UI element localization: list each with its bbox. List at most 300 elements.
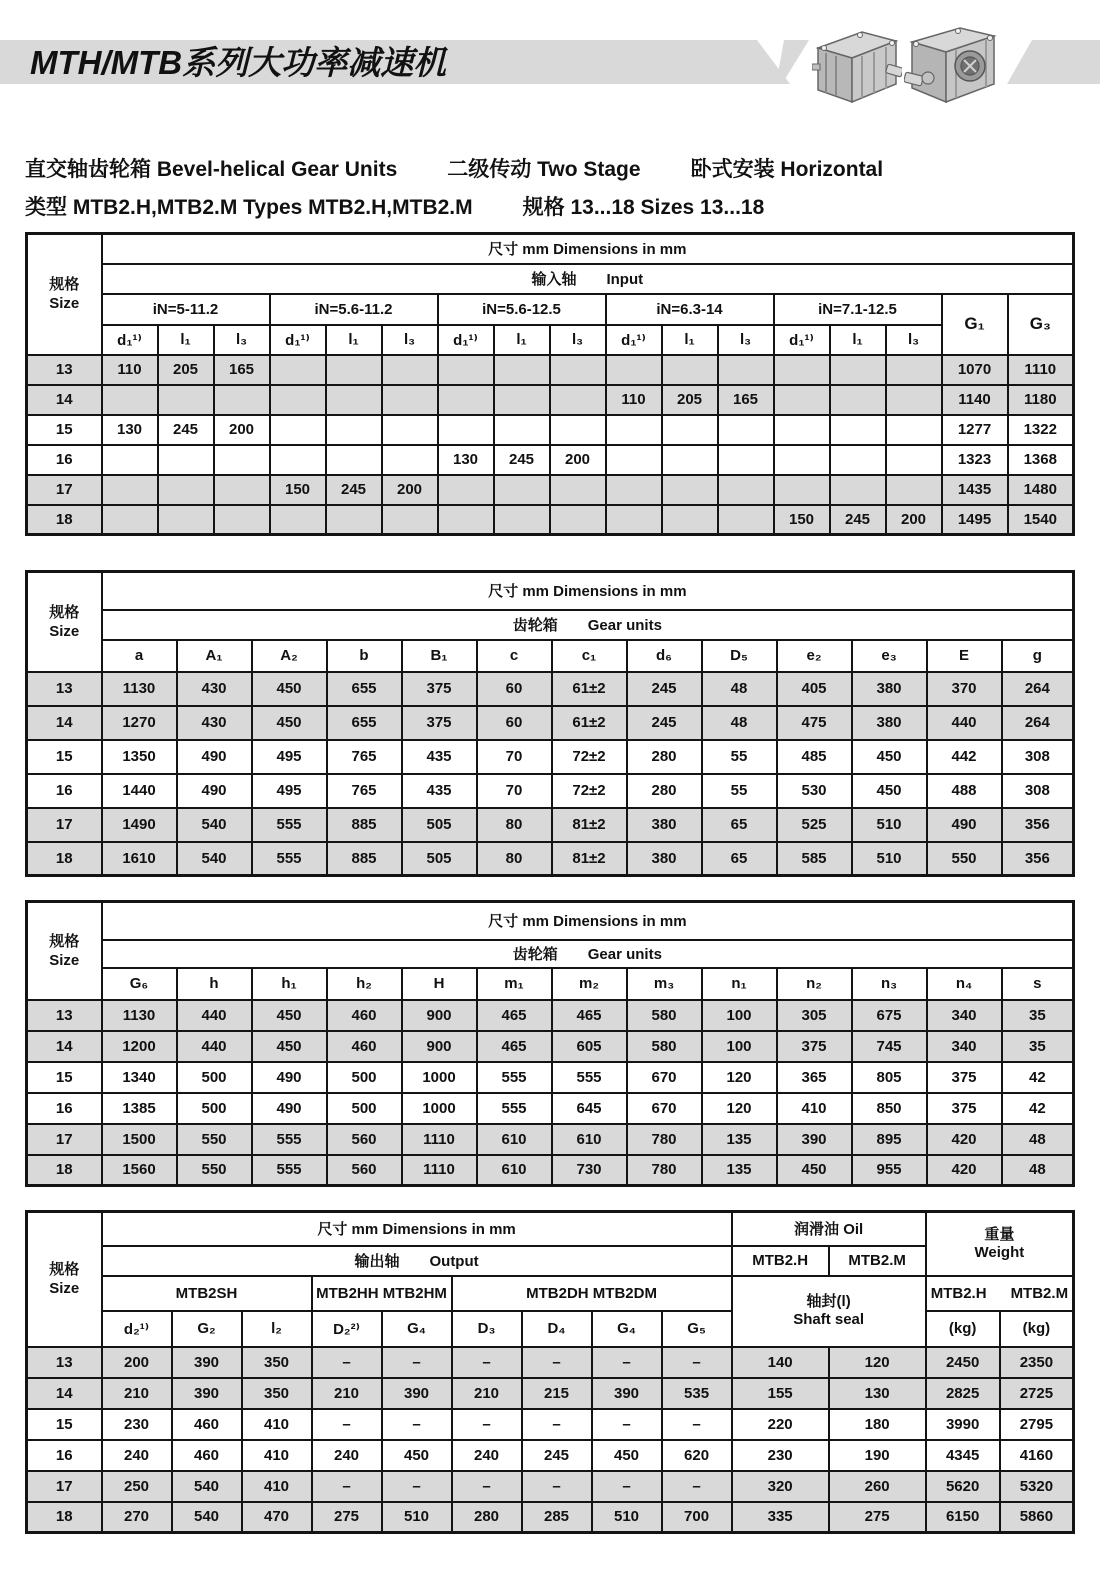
value-cell: 135 bbox=[702, 1155, 777, 1186]
value-cell: 450 bbox=[252, 1000, 327, 1031]
value-cell: – bbox=[382, 1409, 452, 1440]
input-section-header: 输入轴 Input bbox=[102, 264, 1074, 294]
value-cell: 460 bbox=[327, 1031, 402, 1062]
value-cell bbox=[830, 475, 886, 505]
value-cell: 61±2 bbox=[552, 672, 627, 706]
value-cell: – bbox=[312, 1409, 382, 1440]
value-cell: 525 bbox=[777, 808, 852, 842]
value-cell: 470 bbox=[242, 1502, 312, 1533]
value-cell bbox=[382, 355, 438, 385]
value-cell: 81±2 bbox=[552, 842, 627, 876]
value-cell: 555 bbox=[552, 1062, 627, 1093]
value-cell bbox=[718, 415, 774, 445]
value-cell: 375 bbox=[927, 1093, 1002, 1124]
value-cell: 440 bbox=[927, 706, 1002, 740]
value-cell: – bbox=[662, 1471, 732, 1502]
value-cell: 375 bbox=[402, 672, 477, 706]
value-cell: – bbox=[522, 1347, 592, 1378]
value-cell bbox=[102, 445, 158, 475]
value-cell: 200 bbox=[382, 475, 438, 505]
value-cell: 335 bbox=[732, 1502, 829, 1533]
value-cell: 220 bbox=[732, 1409, 829, 1440]
subtitle-segment: 二级传动 Two Stage bbox=[447, 158, 641, 181]
value-cell bbox=[382, 445, 438, 475]
value-cell: 365 bbox=[777, 1062, 852, 1093]
table-row bbox=[27, 740, 1074, 774]
value-cell: 1495 bbox=[942, 505, 1008, 535]
value-cell bbox=[214, 445, 270, 475]
col-header: l₁ bbox=[494, 325, 550, 355]
col-header: l₃ bbox=[214, 325, 270, 355]
kg-header: (kg) bbox=[926, 1311, 1000, 1347]
col-header: c₁ bbox=[552, 640, 627, 672]
value-cell: 465 bbox=[477, 1000, 552, 1031]
value-cell bbox=[270, 415, 326, 445]
value-cell: 805 bbox=[852, 1062, 927, 1093]
table-row bbox=[27, 1124, 1074, 1155]
value-cell: 620 bbox=[662, 1440, 732, 1471]
value-cell: 4345 bbox=[926, 1440, 1000, 1471]
row-size-cell: 16 bbox=[27, 1440, 102, 1471]
value-cell: 1560 bbox=[102, 1155, 177, 1186]
value-cell bbox=[606, 505, 662, 535]
value-cell: 555 bbox=[252, 1155, 327, 1186]
value-cell: 2825 bbox=[926, 1378, 1000, 1409]
value-cell: 150 bbox=[270, 475, 326, 505]
value-cell: 65 bbox=[702, 808, 777, 842]
weight-models-header: MTB2.H MTB2.M bbox=[926, 1276, 1074, 1311]
value-cell: 60 bbox=[477, 672, 552, 706]
weight-header: 重量 Weight bbox=[926, 1212, 1074, 1276]
col-header: l₁ bbox=[662, 325, 718, 355]
size-column-header: 规格 Size bbox=[27, 234, 102, 355]
table-row bbox=[27, 672, 1074, 706]
value-cell: 61±2 bbox=[552, 706, 627, 740]
value-cell bbox=[774, 355, 830, 385]
value-cell: 1440 bbox=[102, 774, 177, 808]
value-cell: 765 bbox=[327, 774, 402, 808]
row-size-cell: 17 bbox=[27, 475, 102, 505]
value-cell: 140 bbox=[732, 1347, 829, 1378]
value-cell: 410 bbox=[242, 1471, 312, 1502]
value-cell bbox=[774, 415, 830, 445]
value-cell: 780 bbox=[627, 1155, 702, 1186]
value-cell: – bbox=[592, 1409, 662, 1440]
value-cell: – bbox=[662, 1409, 732, 1440]
value-cell bbox=[326, 355, 382, 385]
row-size-cell: 13 bbox=[27, 1000, 102, 1031]
value-cell bbox=[606, 475, 662, 505]
subtitle-segment: 类型 MTB2.H,MTB2.M Types MTB2.H,MTB2.M bbox=[25, 196, 473, 219]
value-cell: 430 bbox=[177, 672, 252, 706]
col-header: m₃ bbox=[627, 968, 702, 1000]
value-cell: 275 bbox=[829, 1502, 926, 1533]
value-cell: 375 bbox=[402, 706, 477, 740]
value-cell: – bbox=[522, 1409, 592, 1440]
value-cell: 500 bbox=[177, 1062, 252, 1093]
value-cell: 280 bbox=[627, 774, 702, 808]
value-cell: 500 bbox=[327, 1062, 402, 1093]
page-title: MTH/MTB系列大功率减速机 bbox=[30, 44, 447, 81]
value-cell bbox=[494, 415, 550, 445]
shaft-seal-header: 轴封(l) Shaft seal bbox=[732, 1276, 926, 1347]
subtitle-line-2 bbox=[25, 189, 883, 227]
value-cell: 420 bbox=[927, 1124, 1002, 1155]
value-cell: 380 bbox=[852, 706, 927, 740]
value-cell bbox=[382, 505, 438, 535]
value-cell: 1340 bbox=[102, 1062, 177, 1093]
value-cell: 485 bbox=[777, 740, 852, 774]
value-cell: 165 bbox=[718, 385, 774, 415]
value-cell: 120 bbox=[702, 1062, 777, 1093]
type-group-header: MTB2DH MTB2DM bbox=[452, 1276, 732, 1311]
value-cell: 510 bbox=[852, 808, 927, 842]
gearbox-photo-2 bbox=[904, 16, 1000, 115]
value-cell bbox=[830, 385, 886, 415]
value-cell: 1350 bbox=[102, 740, 177, 774]
value-cell: 320 bbox=[732, 1471, 829, 1502]
col-header: G₄ bbox=[382, 1311, 452, 1347]
value-cell: 1180 bbox=[1008, 385, 1074, 415]
col-header: D₄ bbox=[522, 1311, 592, 1347]
value-cell bbox=[606, 355, 662, 385]
col-header: l₁ bbox=[158, 325, 214, 355]
value-cell bbox=[494, 505, 550, 535]
value-cell: 155 bbox=[732, 1378, 829, 1409]
value-cell: 510 bbox=[382, 1502, 452, 1533]
value-cell: 540 bbox=[172, 1502, 242, 1533]
value-cell bbox=[326, 415, 382, 445]
value-cell: 370 bbox=[927, 672, 1002, 706]
value-cell: 210 bbox=[312, 1378, 382, 1409]
value-cell bbox=[158, 475, 214, 505]
value-cell: 340 bbox=[927, 1000, 1002, 1031]
value-cell: 540 bbox=[177, 808, 252, 842]
value-cell bbox=[662, 355, 718, 385]
value-cell bbox=[550, 385, 606, 415]
value-cell bbox=[662, 445, 718, 475]
value-cell: 530 bbox=[777, 774, 852, 808]
value-cell: 1000 bbox=[402, 1062, 477, 1093]
col-header: n₃ bbox=[852, 968, 927, 1000]
value-cell bbox=[662, 415, 718, 445]
table-row bbox=[27, 355, 1074, 385]
value-cell: 2450 bbox=[926, 1347, 1000, 1378]
table-row bbox=[27, 842, 1074, 876]
value-cell: 450 bbox=[852, 774, 927, 808]
value-cell: 120 bbox=[702, 1093, 777, 1124]
output-section-header: 输出轴 Output bbox=[102, 1246, 732, 1276]
value-cell: 200 bbox=[886, 505, 942, 535]
value-cell: 610 bbox=[552, 1124, 627, 1155]
table-row bbox=[27, 1378, 1074, 1409]
col-header: h₂ bbox=[327, 968, 402, 1000]
value-cell: 120 bbox=[829, 1347, 926, 1378]
col-header: E bbox=[927, 640, 1002, 672]
row-size-cell: 13 bbox=[27, 672, 102, 706]
col-header: d₁¹⁾ bbox=[606, 325, 662, 355]
value-cell: 580 bbox=[627, 1031, 702, 1062]
value-cell bbox=[550, 415, 606, 445]
oil-col-header: MTB2.H bbox=[732, 1246, 829, 1276]
value-cell bbox=[438, 505, 494, 535]
value-cell bbox=[662, 475, 718, 505]
value-cell: 1435 bbox=[942, 475, 1008, 505]
value-cell: 490 bbox=[252, 1093, 327, 1124]
value-cell: 390 bbox=[172, 1347, 242, 1378]
value-cell bbox=[326, 385, 382, 415]
value-cell: 200 bbox=[102, 1347, 172, 1378]
row-size-cell: 18 bbox=[27, 1502, 102, 1533]
table-row bbox=[27, 774, 1074, 808]
value-cell bbox=[438, 415, 494, 445]
value-cell bbox=[438, 355, 494, 385]
col-header: h₁ bbox=[252, 968, 327, 1000]
col-header: D₅ bbox=[702, 640, 777, 672]
value-cell bbox=[158, 505, 214, 535]
col-header: G₆ bbox=[102, 968, 177, 1000]
value-cell: 420 bbox=[927, 1155, 1002, 1186]
col-header: g bbox=[1002, 640, 1074, 672]
value-cell: 1140 bbox=[942, 385, 1008, 415]
value-cell: 500 bbox=[327, 1093, 402, 1124]
value-cell bbox=[326, 445, 382, 475]
value-cell bbox=[270, 355, 326, 385]
value-cell bbox=[494, 385, 550, 415]
gearbox-photo-1 bbox=[812, 20, 902, 115]
value-cell: 1323 bbox=[942, 445, 1008, 475]
value-cell bbox=[270, 385, 326, 415]
value-cell: 460 bbox=[172, 1409, 242, 1440]
col-header-g3: G₃ bbox=[1008, 294, 1074, 355]
col-header: c bbox=[477, 640, 552, 672]
table2-body bbox=[27, 672, 1074, 876]
value-cell: 440 bbox=[177, 1000, 252, 1031]
value-cell bbox=[102, 385, 158, 415]
value-cell: 35 bbox=[1002, 1000, 1074, 1031]
value-cell: 285 bbox=[522, 1502, 592, 1533]
col-header: a bbox=[102, 640, 177, 672]
value-cell: – bbox=[312, 1471, 382, 1502]
value-cell bbox=[494, 475, 550, 505]
col-header: G₅ bbox=[662, 1311, 732, 1347]
type-group-header: MTB2SH bbox=[102, 1276, 312, 1311]
value-cell: 410 bbox=[242, 1409, 312, 1440]
dims-header: 尺寸 mm Dimensions in mm bbox=[102, 1212, 732, 1246]
value-cell: 308 bbox=[1002, 740, 1074, 774]
value-cell: 1200 bbox=[102, 1031, 177, 1062]
value-cell: – bbox=[522, 1471, 592, 1502]
dims-header: 尺寸 mm Dimensions in mm bbox=[102, 572, 1074, 610]
value-cell: 450 bbox=[252, 706, 327, 740]
value-cell: 245 bbox=[627, 672, 702, 706]
value-cell: 450 bbox=[777, 1155, 852, 1186]
value-cell: 130 bbox=[102, 415, 158, 445]
value-cell: – bbox=[312, 1347, 382, 1378]
table-row bbox=[27, 475, 1074, 505]
value-cell bbox=[382, 415, 438, 445]
value-cell: 435 bbox=[402, 774, 477, 808]
value-cell: 495 bbox=[252, 740, 327, 774]
value-cell: 305 bbox=[777, 1000, 852, 1031]
table-row bbox=[27, 1471, 1074, 1502]
oil-header: 润滑油 Oil bbox=[732, 1212, 926, 1246]
ratio-group-header: iN=5.6-12.5 bbox=[438, 294, 606, 325]
value-cell: 465 bbox=[477, 1031, 552, 1062]
value-cell: 240 bbox=[102, 1440, 172, 1471]
value-cell: 48 bbox=[1002, 1124, 1074, 1155]
value-cell: 450 bbox=[252, 672, 327, 706]
row-size-cell: 15 bbox=[27, 415, 102, 445]
value-cell: 245 bbox=[627, 706, 702, 740]
table3-body bbox=[27, 1000, 1074, 1186]
output-shaft-oil-weight-table bbox=[25, 1210, 1075, 1534]
value-cell: 955 bbox=[852, 1155, 927, 1186]
table4-body bbox=[27, 1347, 1074, 1533]
value-cell: 135 bbox=[702, 1124, 777, 1155]
row-size-cell: 15 bbox=[27, 740, 102, 774]
value-cell: 1490 bbox=[102, 808, 177, 842]
value-cell bbox=[830, 445, 886, 475]
value-cell bbox=[550, 475, 606, 505]
col-header-g1: G₁ bbox=[942, 294, 1008, 355]
value-cell bbox=[382, 385, 438, 415]
value-cell: 130 bbox=[829, 1378, 926, 1409]
value-cell bbox=[886, 385, 942, 415]
value-cell: 65 bbox=[702, 842, 777, 876]
value-cell: 72±2 bbox=[552, 740, 627, 774]
value-cell: 6150 bbox=[926, 1502, 1000, 1533]
gear-unit-dimensions-table-2 bbox=[25, 900, 1075, 1187]
row-size-cell: 17 bbox=[27, 1124, 102, 1155]
value-cell: 80 bbox=[477, 842, 552, 876]
col-header: G₂ bbox=[172, 1311, 242, 1347]
col-header: l₃ bbox=[886, 325, 942, 355]
value-cell: 475 bbox=[777, 706, 852, 740]
row-size-cell: 14 bbox=[27, 1031, 102, 1062]
value-cell: 72±2 bbox=[552, 774, 627, 808]
value-cell: 3990 bbox=[926, 1409, 1000, 1440]
table-row bbox=[27, 1000, 1074, 1031]
value-cell: 260 bbox=[829, 1471, 926, 1502]
value-cell: 1130 bbox=[102, 1000, 177, 1031]
value-cell: 240 bbox=[452, 1440, 522, 1471]
col-header: H bbox=[402, 968, 477, 1000]
value-cell: 245 bbox=[326, 475, 382, 505]
subtitle-segment: 规格 13...18 Sizes 13...18 bbox=[522, 196, 765, 219]
value-cell: 205 bbox=[158, 355, 214, 385]
col-header: l₂ bbox=[242, 1311, 312, 1347]
value-cell: 780 bbox=[627, 1124, 702, 1155]
value-cell: 488 bbox=[927, 774, 1002, 808]
value-cell bbox=[718, 505, 774, 535]
value-cell bbox=[886, 355, 942, 385]
value-cell: 1110 bbox=[402, 1124, 477, 1155]
subtitle-line-1 bbox=[25, 151, 883, 189]
size-column-header: 规格 Size bbox=[27, 902, 102, 1000]
value-cell: 442 bbox=[927, 740, 1002, 774]
dims-header: 尺寸 mm Dimensions in mm bbox=[102, 902, 1074, 940]
value-cell: 2350 bbox=[1000, 1347, 1074, 1378]
value-cell: 560 bbox=[327, 1155, 402, 1186]
value-cell: 1270 bbox=[102, 706, 177, 740]
value-cell: 42 bbox=[1002, 1093, 1074, 1124]
value-cell: 555 bbox=[252, 808, 327, 842]
value-cell: 550 bbox=[177, 1124, 252, 1155]
value-cell: 895 bbox=[852, 1124, 927, 1155]
value-cell: 110 bbox=[102, 355, 158, 385]
value-cell: 435 bbox=[402, 740, 477, 774]
value-cell: 460 bbox=[172, 1440, 242, 1471]
value-cell: 350 bbox=[242, 1347, 312, 1378]
col-header: l₁ bbox=[830, 325, 886, 355]
col-header: n₁ bbox=[702, 968, 777, 1000]
table-row bbox=[27, 1347, 1074, 1378]
value-cell: 130 bbox=[438, 445, 494, 475]
table-row bbox=[27, 1502, 1074, 1533]
value-cell: 670 bbox=[627, 1062, 702, 1093]
col-header: l₁ bbox=[326, 325, 382, 355]
value-cell bbox=[102, 475, 158, 505]
value-cell: 1277 bbox=[942, 415, 1008, 445]
value-cell: 1385 bbox=[102, 1093, 177, 1124]
row-size-cell: 18 bbox=[27, 842, 102, 876]
value-cell: 264 bbox=[1002, 706, 1074, 740]
value-cell: 2725 bbox=[1000, 1378, 1074, 1409]
table-row bbox=[27, 505, 1074, 535]
value-cell: 70 bbox=[477, 774, 552, 808]
value-cell: 60 bbox=[477, 706, 552, 740]
col-header: D₃ bbox=[452, 1311, 522, 1347]
value-cell: 450 bbox=[852, 740, 927, 774]
row-size-cell: 16 bbox=[27, 774, 102, 808]
gear-units-section-header: 齿轮箱 Gear units bbox=[102, 610, 1074, 640]
value-cell: 280 bbox=[452, 1502, 522, 1533]
row-size-cell: 15 bbox=[27, 1409, 102, 1440]
value-cell: – bbox=[382, 1347, 452, 1378]
table-row bbox=[27, 808, 1074, 842]
value-cell: 230 bbox=[102, 1409, 172, 1440]
value-cell: 210 bbox=[102, 1378, 172, 1409]
value-cell: 505 bbox=[402, 842, 477, 876]
value-cell: 5320 bbox=[1000, 1471, 1074, 1502]
value-cell: 555 bbox=[252, 842, 327, 876]
col-header: n₂ bbox=[777, 968, 852, 1000]
value-cell bbox=[214, 385, 270, 415]
value-cell: 100 bbox=[702, 1000, 777, 1031]
value-cell: 540 bbox=[177, 842, 252, 876]
value-cell: 390 bbox=[172, 1378, 242, 1409]
col-header: D₂²⁾ bbox=[312, 1311, 382, 1347]
table-row bbox=[27, 445, 1074, 475]
ratio-group-header: iN=5-11.2 bbox=[102, 294, 270, 325]
value-cell bbox=[550, 355, 606, 385]
value-cell: 1610 bbox=[102, 842, 177, 876]
value-cell: 505 bbox=[402, 808, 477, 842]
value-cell: 48 bbox=[702, 706, 777, 740]
value-cell: 390 bbox=[382, 1378, 452, 1409]
col-header: d₁¹⁾ bbox=[774, 325, 830, 355]
subtitle-segment: 直交轴齿轮箱 Bevel-helical Gear Units bbox=[25, 158, 398, 181]
value-cell: 555 bbox=[477, 1062, 552, 1093]
ratio-group-header: iN=7.1-12.5 bbox=[774, 294, 942, 325]
row-size-cell: 18 bbox=[27, 505, 102, 535]
value-cell: 380 bbox=[627, 842, 702, 876]
value-cell: 605 bbox=[552, 1031, 627, 1062]
type-group-header: MTB2HH MTB2HM bbox=[312, 1276, 452, 1311]
value-cell: 490 bbox=[177, 740, 252, 774]
value-cell bbox=[438, 475, 494, 505]
